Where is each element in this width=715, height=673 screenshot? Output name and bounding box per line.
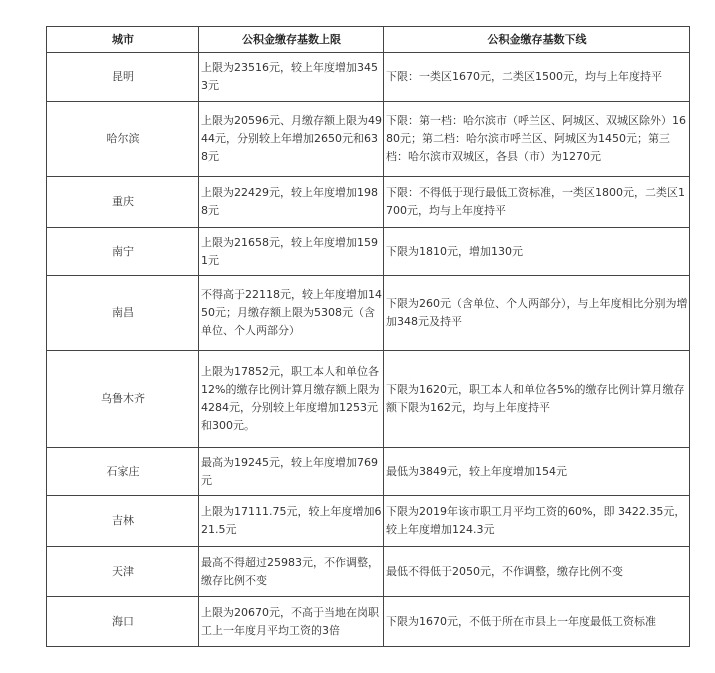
upper-limit-cell: 上限为22429元，较上年度增加1988元 — [199, 177, 384, 228]
lower-limit-cell: 下限为1620元，职工本人和单位各5%的缴存比例计算月缴存额下限为162元，均与上年度持平 — [384, 351, 690, 448]
city-cell: 海口 — [47, 597, 199, 647]
lower-limit-cell: 下限：第一档：哈尔滨市（呼兰区、阿城区、双城区除外）1680元；第二档：哈尔滨市呼兰区、阿城区为1450元；第三档：哈尔滨市双城区，各县（市）为1270元 — [384, 102, 690, 177]
table-row — [47, 547, 690, 597]
lower-limit-cell: 下限为260元（含单位、个人两部分），与上年度相比分别为增加348元及持平 — [384, 276, 690, 351]
upper-limit-cell: 上限为20596元、月缴存额上限为4944元，分别较上年增加2650元和638元 — [199, 102, 384, 177]
table-row — [47, 177, 690, 228]
lower-limit-cell: 最低不得低于2050元，不作调整，缴存比例不变 — [384, 547, 690, 597]
upper-limit-cell: 上限为17852元，职工本人和单位各12%的缴存比例计算月缴存额上限为4284元，分别较上年度增加1253元和300元。 — [199, 351, 384, 448]
header-lower-limit: 公积金缴存基数下线 — [384, 27, 690, 53]
upper-limit-cell: 最高不得超过25983元，不作调整，缴存比例不变 — [199, 547, 384, 597]
lower-limit-cell: 下限为1810元，增加130元 — [384, 228, 690, 276]
city-cell: 南昌 — [47, 276, 199, 351]
upper-limit-cell: 上限为17111.75元，较上年度增加621.5元 — [199, 496, 384, 547]
table-row — [47, 102, 690, 177]
table-row — [47, 228, 690, 276]
upper-limit-cell: 不得高于22118元，较上年度增加1450元；月缴存额上限为5308元（含单位、个人两部分） — [199, 276, 384, 351]
upper-limit-cell: 上限为20670元，不高于当地在岗职工上一年度月平均工资的3倍 — [199, 597, 384, 647]
upper-limit-cell: 最高为19245元，较上年度增加769元 — [199, 448, 384, 496]
table-row — [47, 597, 690, 647]
lower-limit-cell: 下限：不得低于现行最低工资标准，一类区1800元，二类区1700元，均与上年度持平 — [384, 177, 690, 228]
table-row — [47, 496, 690, 547]
lower-limit-cell: 下限为2019年该市职工月平均工资的60%，即 3422.35元，较上年度增加124.3元 — [384, 496, 690, 547]
upper-limit-cell: 上限为21658元，较上年度增加1591元 — [199, 228, 384, 276]
table-row — [47, 53, 690, 102]
housing-fund-base-table — [46, 26, 690, 647]
header-city: 城市 — [47, 27, 199, 53]
city-cell: 重庆 — [47, 177, 199, 228]
city-cell: 石家庄 — [47, 448, 199, 496]
city-cell: 昆明 — [47, 53, 199, 102]
lower-limit-cell: 下限：一类区1670元，二类区1500元，均与上年度持平 — [384, 53, 690, 102]
lower-limit-cell: 最低为3849元，较上年度增加154元 — [384, 448, 690, 496]
lower-limit-cell: 下限为1670元，不低于所在市县上一年度最低工资标准 — [384, 597, 690, 647]
city-cell: 南宁 — [47, 228, 199, 276]
city-cell: 哈尔滨 — [47, 102, 199, 177]
fund-base-table-container — [46, 26, 689, 647]
city-cell: 天津 — [47, 547, 199, 597]
header-upper-limit: 公积金缴存基数上限 — [199, 27, 384, 53]
city-cell: 乌鲁木齐 — [47, 351, 199, 448]
upper-limit-cell: 上限为23516元，较上年度增加3453元 — [199, 53, 384, 102]
table-row — [47, 351, 690, 448]
table-row — [47, 276, 690, 351]
table-row — [47, 448, 690, 496]
table-header-row — [47, 27, 690, 53]
city-cell: 吉林 — [47, 496, 199, 547]
